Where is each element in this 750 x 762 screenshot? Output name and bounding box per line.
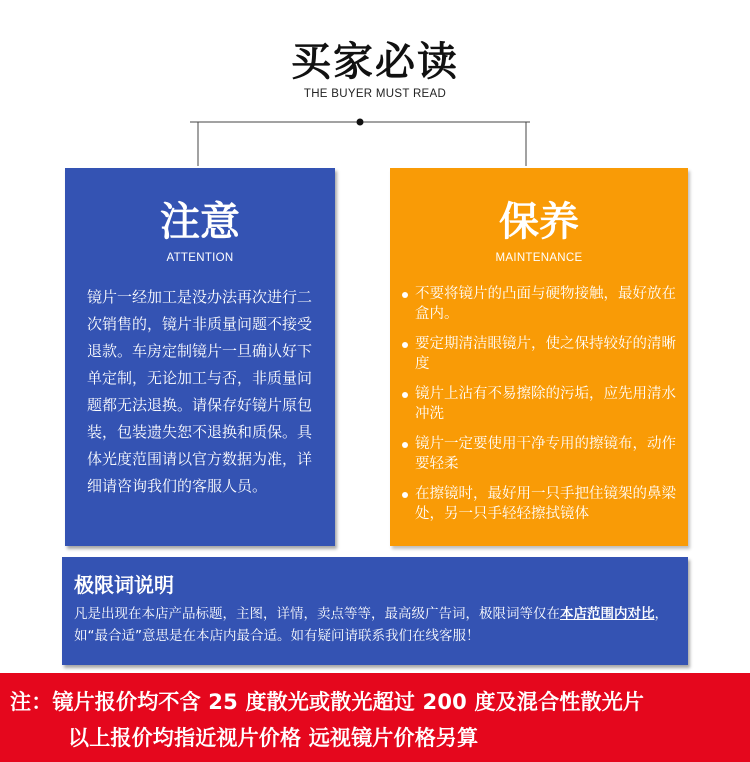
- page-title: 买家必读: [291, 39, 459, 85]
- header-connector-lines: [190, 114, 530, 166]
- limit-words-emphasis: 本店范围内对比: [560, 606, 655, 622]
- maintenance-list: [402, 284, 684, 534]
- maintenance-item: 不要将镜片的凸面与硬物接触，最好放在盒内。: [402, 284, 684, 324]
- maintenance-subtitle: MAINTENANCE: [495, 252, 583, 264]
- limit-words-title: 极限词说明: [74, 573, 174, 597]
- attention-title: 注意: [160, 199, 240, 245]
- price-notice-line-1: 注：镜片报价均不含 25 度散光或散光超过 200 度及混合性散光片: [10, 690, 645, 714]
- maintenance-item: 在擦镜时，最好用一只手把住镜架的鼻梁处，另一只手轻轻擦拭镜体: [402, 484, 684, 524]
- limit-words-text-after: ，如“最合适”意思是在本店内最合适。如有疑问请联系我们在线客服！: [74, 606, 668, 644]
- limit-words-text: [74, 603, 680, 647]
- page-subtitle: THE BUYER MUST READ: [303, 88, 447, 100]
- maintenance-item: 镜片上沾有不易擦除的污垢，应先用清水冲洗: [402, 384, 684, 424]
- attention-subtitle: ATTENTION: [166, 252, 234, 264]
- maintenance-card: [390, 168, 688, 546]
- limit-words-box: [62, 557, 688, 665]
- price-notice-banner: [0, 673, 750, 762]
- attention-card: [65, 168, 335, 546]
- attention-body: 镜片一经加工是没办法再次进行二次销售的，镜片非质量问题不接受退款。车房定制镜片一旦确认好下单定制，无论加工与否，非质量问题都无法退换。请保存好镜片原包装，包装遗失恕不退换和质保。具体光度范围请以官方数据为准，详细请咨询我们的客服人员。: [87, 288, 313, 495]
- maintenance-title: 保养: [499, 199, 579, 245]
- maintenance-item: 要定期清洁眼镜片，使之保持较好的清晰度: [402, 334, 684, 374]
- price-notice-line-2: 以上报价均指近视片价格 远视镜片价格另算: [68, 726, 479, 750]
- limit-words-text-before: 凡是出现在本店产品标题，主图，详情，卖点等等，最高级广告词，极限词等仅在: [74, 606, 560, 622]
- maintenance-item: 镜片一定要使用干净专用的擦镜布，动作要轻柔: [402, 434, 684, 474]
